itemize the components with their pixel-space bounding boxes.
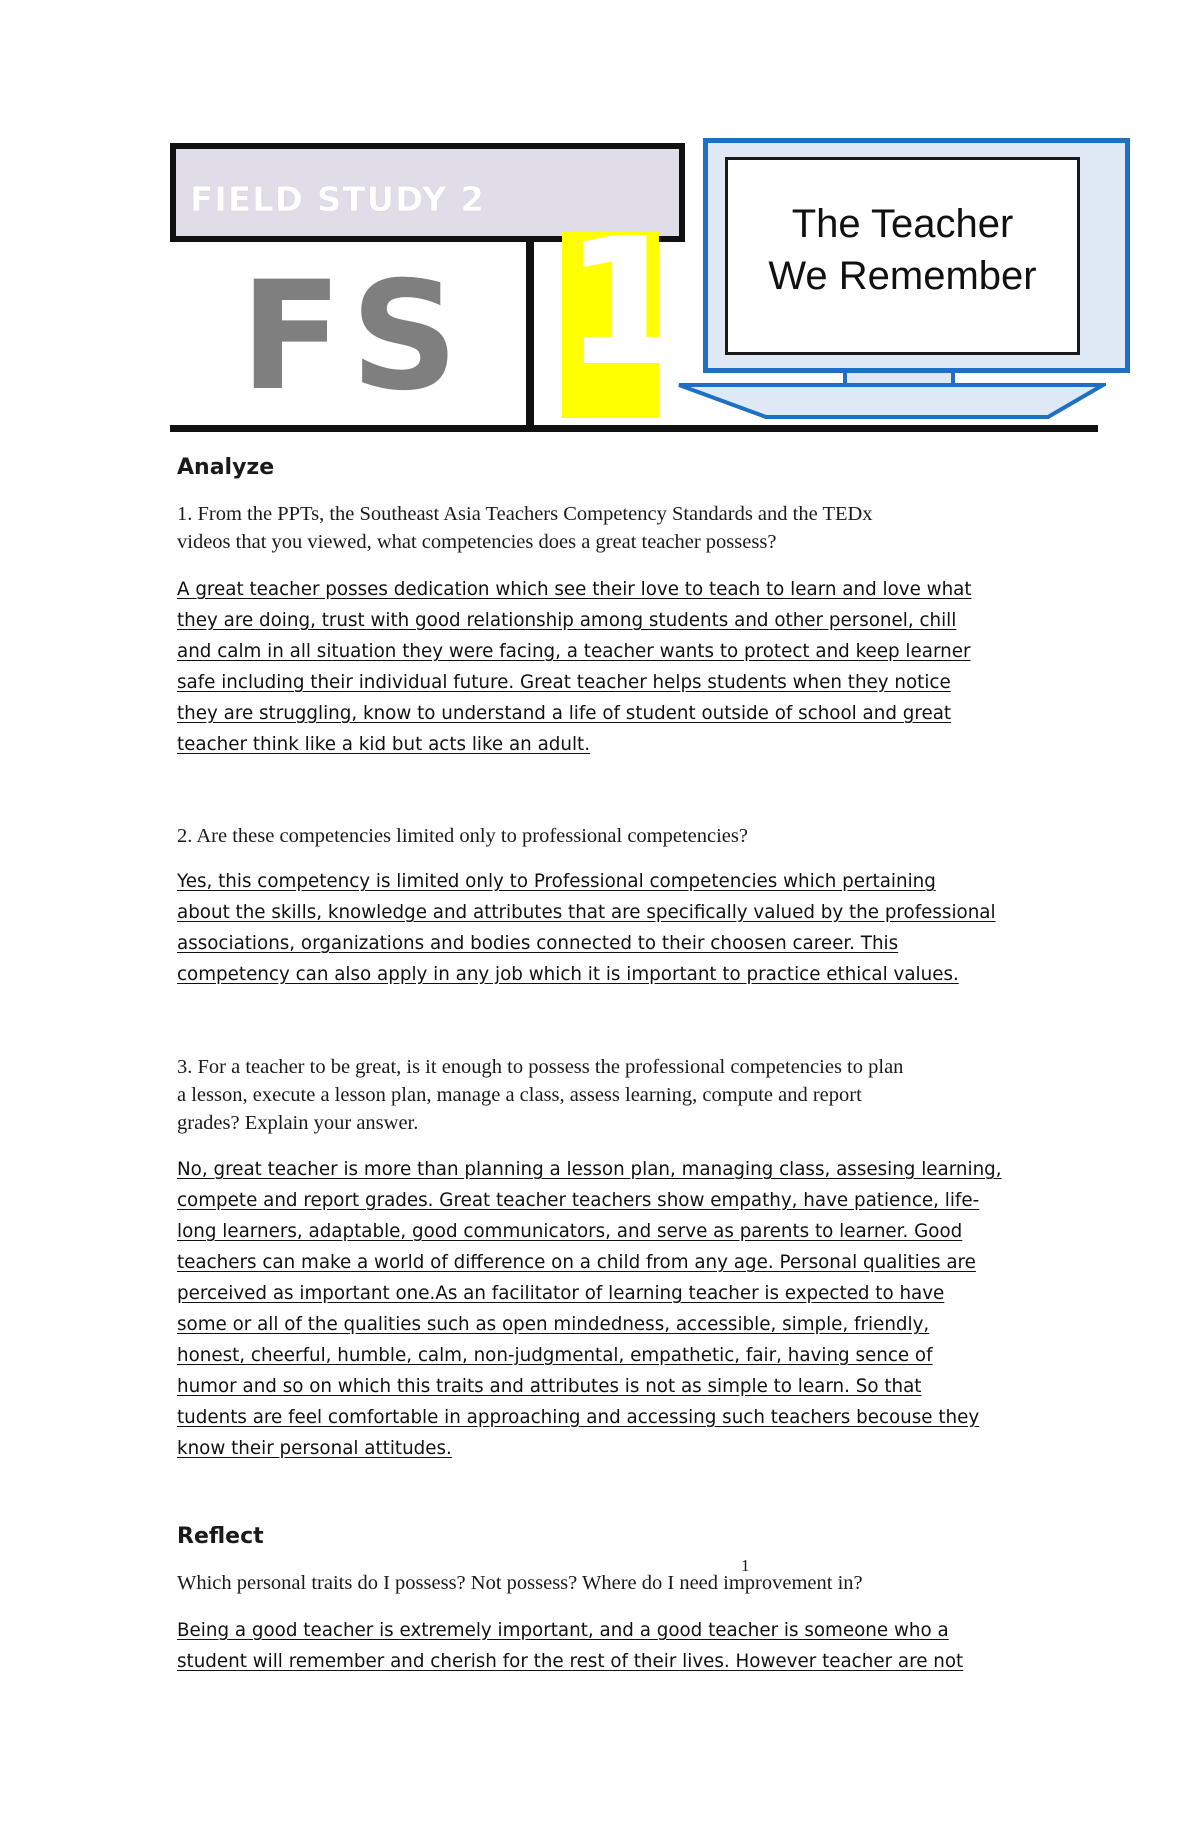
answer-line: long learners, adaptable, good communicators, and serve as parents to learner. Good	[177, 1221, 963, 1242]
answer-line: some or all of the qualities such as open mindedness, accessible, simple, friendly,	[177, 1314, 930, 1335]
answer-line: compete and report grades. Great teacher teachers show empathy, have patience, life-	[177, 1190, 980, 1211]
reflect-question: Which personal traits do I possess? Not possess? Where do I need improvement in?	[177, 1572, 863, 1594]
question-line: 3. For a teacher to be great, is it enough to possess the professional competencies to plan	[177, 1056, 904, 1078]
answer-2	[177, 866, 1037, 990]
answer-line: Being a good teacher is extremely important, and a good teacher is someone who a	[177, 1620, 949, 1641]
answer-line: about the skills, knowledge and attributes that are specifically valued by the professional	[177, 902, 996, 923]
question-1	[177, 500, 1037, 556]
answer-line: associations, organizations and bodies connected to their choosen career. This	[177, 933, 899, 954]
answer-line: and calm in all situation they were facing, a teacher wants to protect and keep learner	[177, 641, 971, 662]
answer-line: tudents are feel comfortable in approaching and accessing such teachers becouse they	[177, 1407, 980, 1428]
answer-line: honest, cheerful, humble, calm, non-judgmental, empathetic, fair, having sence of	[177, 1345, 933, 1366]
answer-line: teachers can make a world of difference on a child from any age. Personal qualities are	[177, 1252, 976, 1273]
reflect-answer	[177, 1615, 1037, 1677]
answer-line: safe including their individual future. Great teacher helps students when they notice	[177, 672, 951, 693]
answer-line: humor and so on which this traits and attributes is not as simple to learn. So that	[177, 1376, 922, 1397]
answer-3	[177, 1154, 1037, 1464]
answer-line: they are doing, trust with good relationship among students and other personel, chill	[177, 610, 957, 631]
answer-line: teacher think like a kid but acts like an adult.	[177, 734, 591, 755]
monitor-title-line2: We Remember	[768, 254, 1037, 298]
question-line: grades? Explain your answer.	[177, 1112, 419, 1134]
question-line: a lesson, execute a lesson plan, manage a class, assess learning, compute and report	[177, 1084, 862, 1106]
header-divider-vertical	[526, 242, 534, 432]
answer-line: A great teacher posses dedication which see their love to teach to learn and love what	[177, 579, 972, 600]
answer-1	[177, 574, 1037, 760]
fs-logo-letters: FS	[240, 250, 467, 424]
answer-line: perceived as important one.As an facilitator of learning teacher is expected to have	[177, 1283, 945, 1304]
monitor-title	[725, 198, 1080, 302]
answer-line: Yes, this competency is limited only to Professional competencies which pertaining	[177, 871, 936, 892]
answer-line: student will remember and cherish for the rest of their lives. However teacher are not	[177, 1651, 964, 1672]
question-line: 1. From the PPTs, the Southeast Asia Teachers Competency Standards and the TEDx	[177, 503, 873, 525]
answer-line: know their personal attitudes.	[177, 1438, 452, 1459]
question-3	[177, 1053, 1037, 1137]
answer-line: competency can also apply in any job which it is important to practice ethical values.	[177, 964, 959, 985]
monitor-stand-icon	[676, 383, 1106, 421]
answer-line: they are struggling, know to understand a life of student outside of school and great	[177, 703, 952, 724]
banner-title: FIELD STUDY 2	[190, 180, 485, 220]
question-2	[177, 822, 1037, 850]
analyze-heading: Analyze	[177, 455, 275, 480]
fs-logo-number: 1	[566, 204, 685, 402]
answer-line: No, great teacher is more than planning a lesson plan, managing class, assesing learning,	[177, 1159, 1002, 1180]
question-line: videos that you viewed, what competencies does a great teacher possess?	[177, 531, 777, 553]
monitor-title-line1: The Teacher	[791, 202, 1014, 246]
page-number: 1	[741, 1556, 750, 1575]
header-divider-horizontal	[170, 425, 1098, 432]
question-line: 2. Are these competencies limited only to professional competencies?	[177, 825, 748, 847]
reflect-heading: Reflect	[177, 1524, 264, 1549]
